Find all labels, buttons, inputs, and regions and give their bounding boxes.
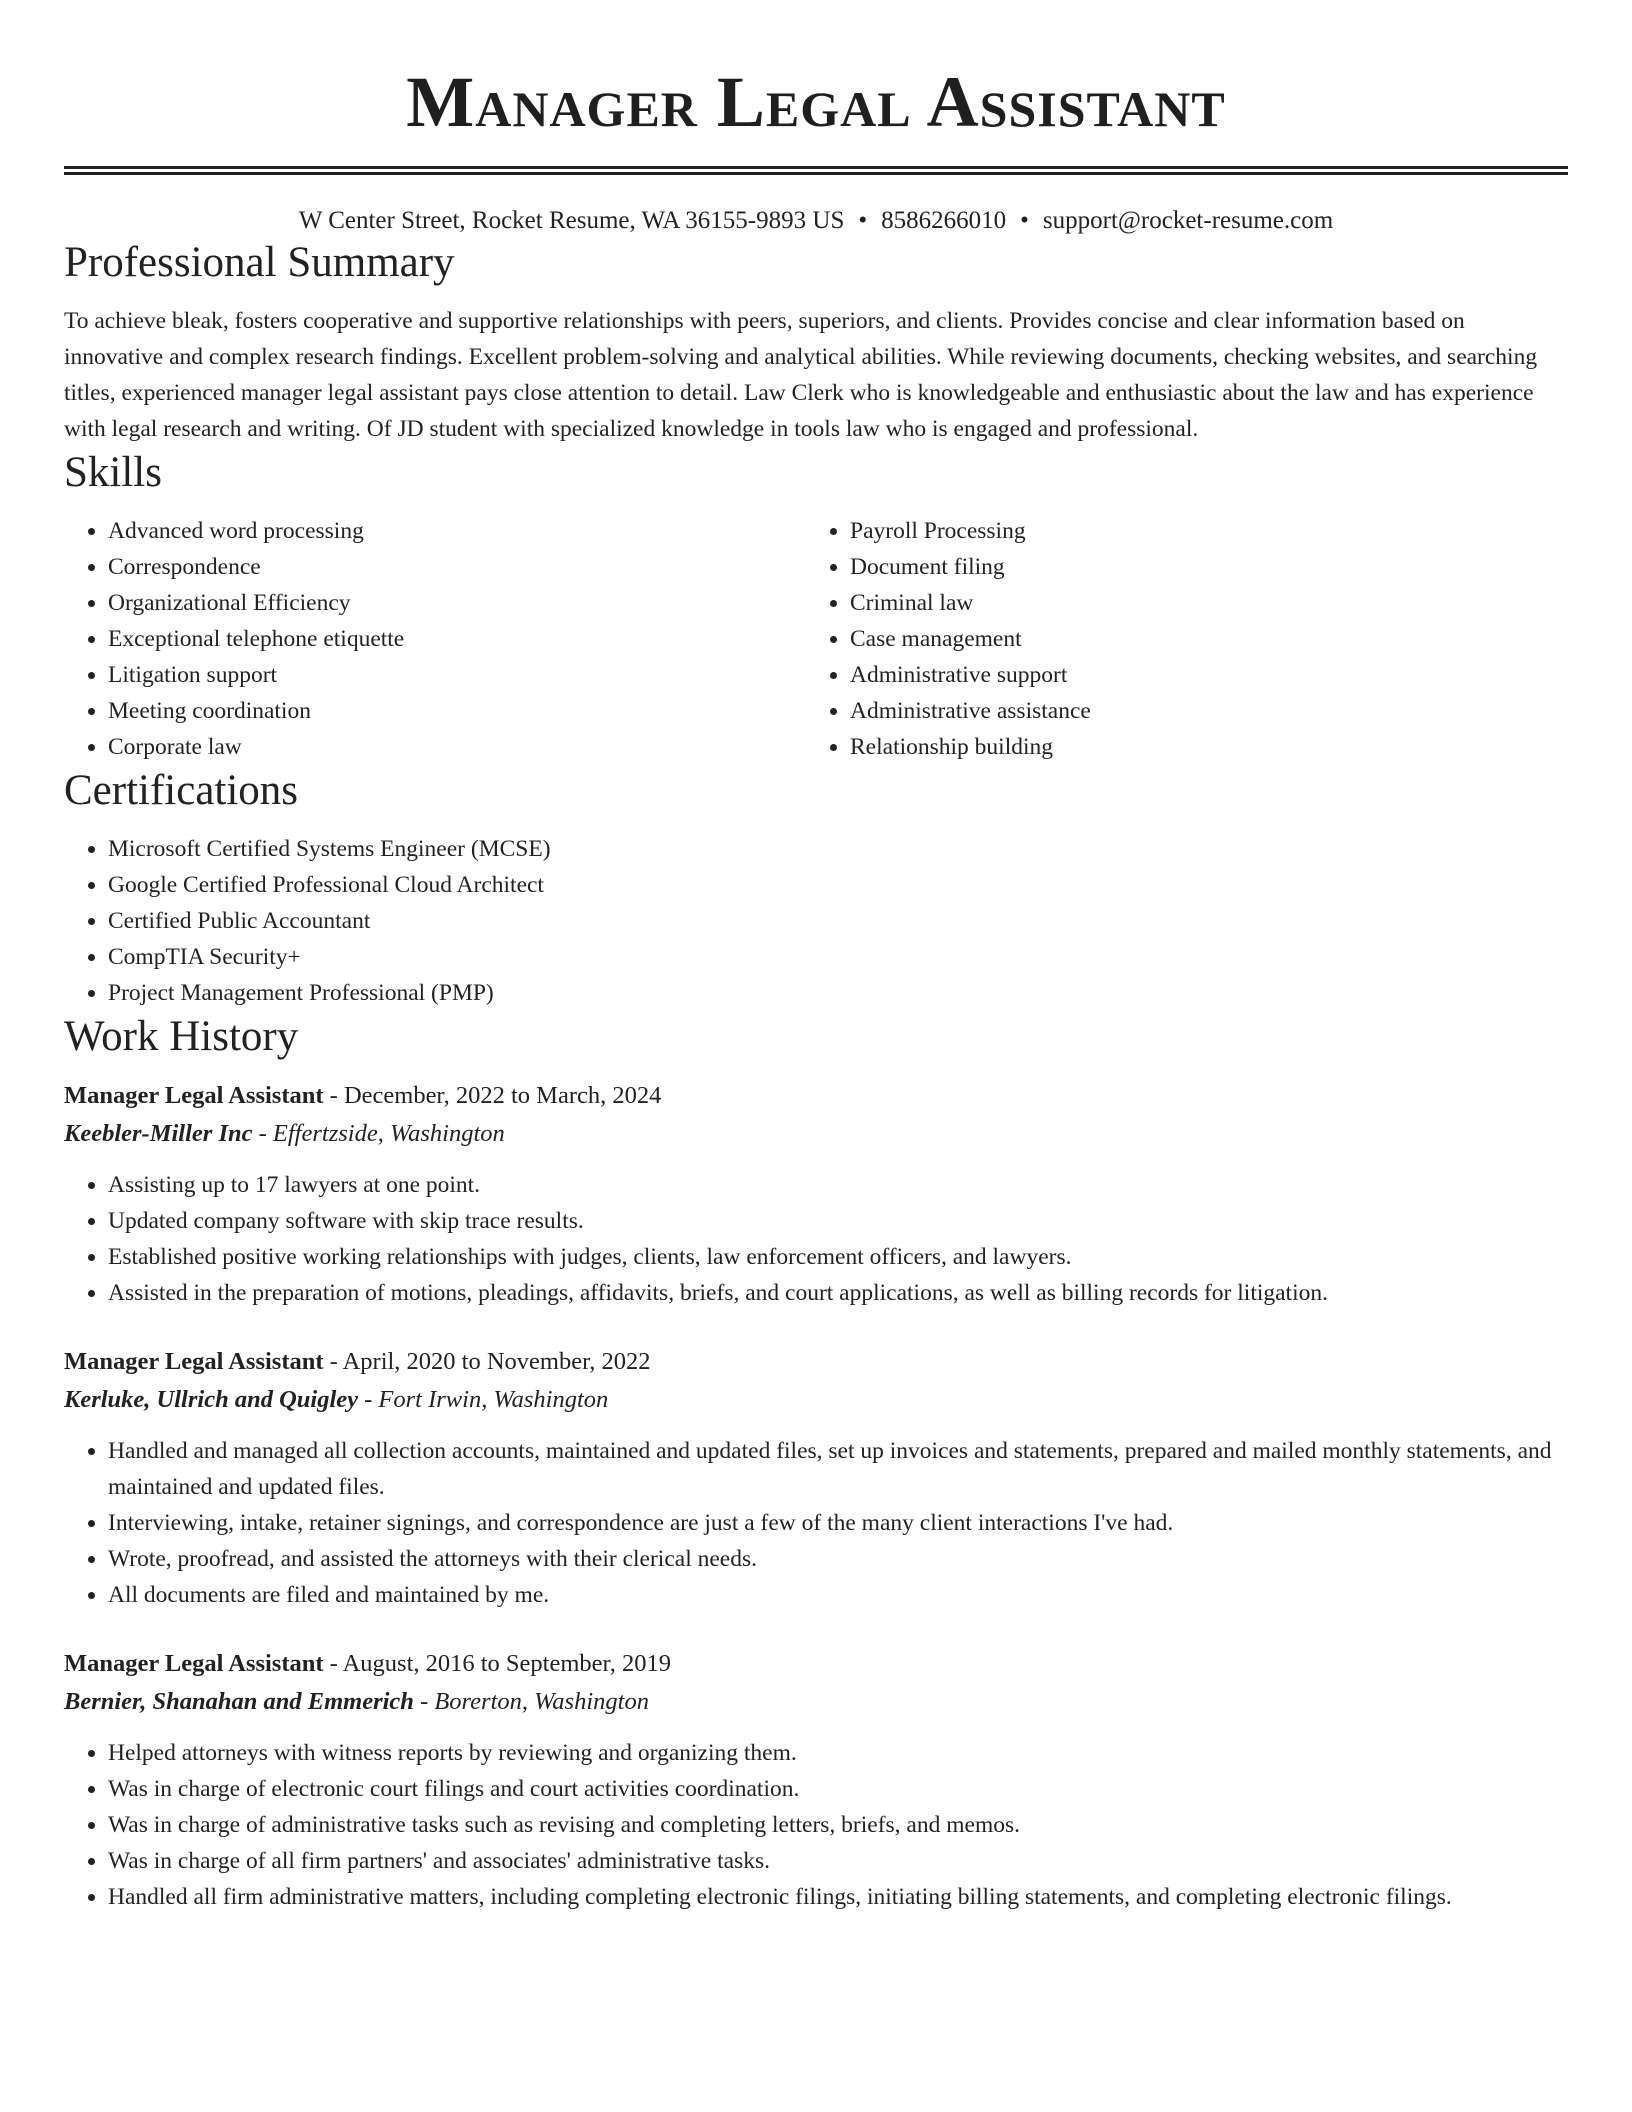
job-dates: - April, 2020 to November, 2022 [323, 1348, 651, 1375]
job-duties-list [64, 1735, 1568, 1915]
job-duty: • Handled and managed all collection accounts, maintained and updated files, set up invoices and statements, prepared and mailed monthly statements, and maintained and updated files. [108, 1433, 1568, 1505]
job-title: Manager Legal Assistant [64, 1650, 324, 1677]
certification-item: • Certified Public Accountant [108, 903, 1568, 939]
skills-heading: Skills [64, 449, 162, 496]
job-title-line [64, 1343, 1568, 1381]
job-duty: • Interviewing, intake, retainer signings, and correspondence are just a few of the many client interactions I've had. [108, 1505, 1568, 1541]
contact-phone: 8586266010 [881, 207, 1007, 234]
certification-item: • CompTIA Security+ [108, 939, 1568, 975]
skill-item: • Document filing [850, 549, 1568, 585]
job-company: Keebler-Miller Inc [64, 1120, 253, 1147]
skill-item: • Case management [850, 621, 1568, 657]
skills-list-left [64, 513, 806, 765]
skill-item: • Administrative assistance [850, 693, 1568, 729]
skill-item: • Correspondence [108, 549, 806, 585]
job-duty: • Wrote, proofread, and assisted the attorneys with their clerical needs. [108, 1541, 1568, 1577]
contact-separator: • [858, 207, 868, 234]
summary-heading: Professional Summary [64, 239, 455, 286]
title-divider [64, 166, 1568, 175]
job-title-line [64, 1645, 1568, 1683]
summary-text: To achieve bleak, fosters cooperative and supportive relationships with peers, superiors, and clients. Provides concise and clear information based on innovative and complex research findings. Excellent problem-solving and analytical abilities. While reviewing documents, checking websites, and searching titles, experienced manager legal assistant pays close attention to detail. Law Clerk who is knowledgeable and enthusiastic about the law and has experience with legal research and writing. Of JD student with specialized knowledge in tools law who is engaged and professional. [64, 308, 1538, 442]
job-duty: • Assisted in the preparation of motions, pleadings, affidavits, briefs, and court applications, as well as billing records for litigation. [108, 1275, 1568, 1311]
job-duty: • Handled all firm administrative matters, including completing electronic filings, initiating billing statements, and completing electronic filings. [108, 1879, 1568, 1915]
skill-item: • Relationship building [850, 729, 1568, 765]
job-duty: • Helped attorneys with witness reports by reviewing and organizing them. [108, 1735, 1568, 1771]
skill-item: • Corporate law [108, 729, 806, 765]
job-company-line [64, 1115, 1568, 1153]
skills-list-right [806, 513, 1568, 765]
skill-item: • Meeting coordination [108, 693, 806, 729]
job-dates: - August, 2016 to September, 2019 [323, 1650, 671, 1677]
job-duty: • Updated company software with skip trace results. [108, 1203, 1568, 1239]
job-location: - Borerton, Washington [413, 1688, 649, 1715]
job-duties-list [64, 1433, 1568, 1613]
certification-item: • Project Management Professional (PMP) [108, 975, 1568, 1011]
skill-item: • Criminal law [850, 585, 1568, 621]
job-title: Manager Legal Assistant [64, 1348, 324, 1375]
job-company: Bernier, Shanahan and Emmerich [64, 1688, 414, 1715]
job-duty: • Established positive working relationships with judges, clients, law enforcement officers, and lawyers. [108, 1239, 1568, 1275]
job-entry [64, 1343, 1568, 1613]
skill-item: • Exceptional telephone etiquette [108, 621, 806, 657]
skill-item: • Payroll Processing [850, 513, 1568, 549]
resume-title: Manager Legal Assistant [406, 62, 1226, 142]
contact-email: support@rocket-resume.com [1042, 207, 1334, 234]
skill-item: • Organizational Efficiency [108, 585, 806, 621]
certification-item: • Google Certified Professional Cloud Architect [108, 867, 1568, 903]
certification-item: • Microsoft Certified Systems Engineer (MCSE) [108, 831, 1568, 867]
job-location: - Effertzside, Washington [252, 1120, 505, 1147]
contact-separator: • [1020, 207, 1029, 234]
job-company-line [64, 1683, 1568, 1721]
job-duty: • Was in charge of all firm partners' and associates' administrative tasks. [108, 1843, 1568, 1879]
job-title: Manager Legal Assistant [64, 1082, 324, 1109]
certifications-heading: Certifications [64, 767, 299, 814]
work-history-heading: Work History [64, 1013, 299, 1060]
job-company-line [64, 1381, 1568, 1419]
certifications-list [64, 831, 1568, 1011]
job-duty: • Was in charge of electronic court filings and court activities coordination. [108, 1771, 1568, 1807]
job-duty: • Assisting up to 17 lawyers at one point. [108, 1167, 1568, 1203]
job-entry [64, 1077, 1568, 1311]
job-duty: • Was in charge of administrative tasks such as revising and completing letters, briefs, and memos. [108, 1807, 1568, 1843]
contact-address: W Center Street, Rocket Resume, WA 36155-9893 US [298, 207, 845, 234]
job-duty: • All documents are filed and maintained by me. [108, 1577, 1568, 1613]
skill-item: • Litigation support [108, 657, 806, 693]
skills-columns [64, 513, 1568, 765]
contact-line [64, 205, 1568, 237]
skill-item: • Administrative support [850, 657, 1568, 693]
job-company: Kerluke, Ullrich and Quigley [64, 1386, 359, 1413]
job-location: - Fort Irwin, Washington [358, 1386, 609, 1413]
job-duties-list [64, 1167, 1568, 1311]
job-dates: - December, 2022 to March, 2024 [323, 1082, 662, 1109]
skill-item: • Advanced word processing [108, 513, 806, 549]
job-title-line [64, 1077, 1568, 1115]
job-entry [64, 1645, 1568, 1915]
